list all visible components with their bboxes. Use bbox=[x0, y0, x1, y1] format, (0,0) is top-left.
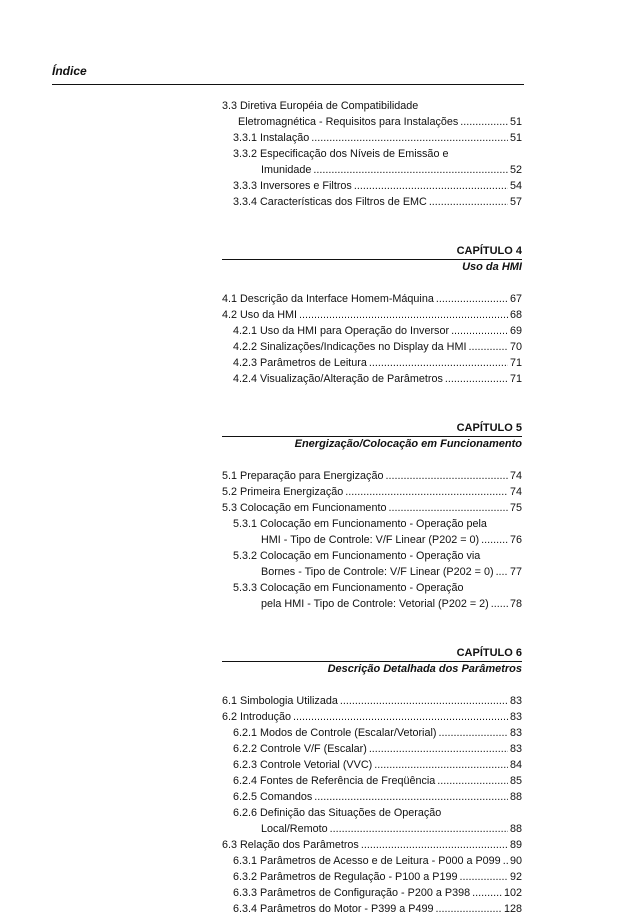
toc-entry-text: 6.2.3 Controle Vetorial (VVC) bbox=[233, 759, 373, 771]
toc-entry[interactable] bbox=[222, 821, 522, 837]
toc-entry[interactable] bbox=[222, 114, 522, 130]
dot-leader bbox=[313, 162, 508, 178]
dot-leader bbox=[293, 709, 508, 725]
dot-leader bbox=[438, 725, 508, 741]
toc-entry-text: 4.2 Uso da HMI bbox=[222, 309, 298, 321]
toc-entry-text: 4.2.4 Visualização/Alteração de Parâmetros bbox=[233, 373, 443, 385]
page-header-title: Índice bbox=[52, 64, 87, 78]
toc-page-number: 78 bbox=[509, 598, 522, 610]
toc-entry[interactable] bbox=[222, 355, 522, 371]
chapter-title: Uso da HMI bbox=[462, 261, 522, 273]
dot-leader bbox=[481, 532, 508, 548]
dot-leader bbox=[314, 789, 508, 805]
dot-leader bbox=[437, 773, 508, 789]
toc-entry-text: 6.3.4 Parâmetros do Motor - P399 a P499 bbox=[233, 903, 434, 915]
chapter-number: CAPÍTULO 5 bbox=[456, 422, 522, 434]
toc-entry[interactable] bbox=[222, 741, 522, 757]
dot-leader bbox=[472, 885, 502, 901]
toc-entry-text: 6.3.3 Parâmetros de Configuração - P200 a P398 bbox=[233, 887, 471, 899]
toc-page-number: 74 bbox=[509, 486, 522, 498]
dot-leader bbox=[503, 853, 508, 869]
toc-entry[interactable] bbox=[222, 901, 522, 917]
toc-entry-text: 4.2.1 Uso da HMI para Operação do Inversor bbox=[233, 325, 450, 337]
toc-entry-text: 6.2 Introdução bbox=[222, 711, 292, 723]
toc-page-number: 51 bbox=[509, 116, 522, 128]
toc-entry-text: 6.2.2 Controle V/F (Escalar) bbox=[233, 743, 367, 755]
toc-entry-text: 3.3.1 Instalação bbox=[233, 132, 310, 144]
toc-page-number: 88 bbox=[509, 823, 522, 835]
toc-section bbox=[222, 98, 522, 210]
dot-leader bbox=[429, 194, 508, 210]
toc-entry[interactable] bbox=[222, 853, 522, 869]
dot-leader bbox=[491, 596, 508, 612]
toc-entry-text: Local/Remoto bbox=[261, 823, 328, 835]
toc-entry[interactable] bbox=[222, 178, 522, 194]
toc-page-number: 75 bbox=[509, 502, 522, 514]
toc-section bbox=[222, 244, 522, 387]
toc-entry[interactable] bbox=[222, 162, 522, 178]
dot-leader bbox=[468, 339, 508, 355]
toc-page-number: 102 bbox=[503, 887, 522, 899]
toc-page-number: 52 bbox=[509, 164, 522, 176]
toc-page-number: 54 bbox=[509, 180, 522, 192]
toc-entry-text: 6.2.6 Definição das Situações de Operação bbox=[233, 807, 442, 819]
toc-entry[interactable] bbox=[222, 146, 522, 162]
toc-entry[interactable] bbox=[222, 130, 522, 146]
toc-entry-text: 5.2 Primeira Energização bbox=[222, 486, 344, 498]
toc-entry[interactable] bbox=[222, 548, 522, 564]
dot-leader bbox=[299, 307, 508, 323]
toc-entry-text: 5.3.1 Colocação em Funcionamento - Operação pela bbox=[233, 518, 487, 530]
toc-page-number: 85 bbox=[509, 775, 522, 787]
toc-page-number: 83 bbox=[509, 695, 522, 707]
toc-entry[interactable] bbox=[222, 580, 522, 596]
toc-entry[interactable] bbox=[222, 307, 522, 323]
dot-leader bbox=[340, 693, 508, 709]
header-divider bbox=[52, 84, 524, 85]
toc-entry-text: 6.2.4 Fontes de Referência de Freqüência bbox=[233, 775, 436, 787]
dot-leader bbox=[460, 114, 508, 130]
toc-entry-text: HMI - Tipo de Controle: V/F Linear (P202 = 0) bbox=[261, 534, 480, 546]
toc-entry[interactable] bbox=[222, 484, 522, 500]
toc-entry[interactable] bbox=[222, 532, 522, 548]
toc-entry-text: 5.3.3 Colocação em Funcionamento - Operação bbox=[233, 582, 464, 594]
toc-entry[interactable] bbox=[222, 789, 522, 805]
chapter-number: CAPÍTULO 4 bbox=[456, 245, 522, 257]
dot-leader bbox=[436, 291, 508, 307]
toc-entry-text: 5.3 Colocação em Funcionamento bbox=[222, 502, 387, 514]
toc-entry-text: 3.3 Diretiva Européia de Compatibilidade bbox=[222, 100, 419, 112]
toc-section bbox=[222, 421, 522, 612]
toc-page-number: 89 bbox=[509, 839, 522, 851]
toc-entry[interactable] bbox=[222, 773, 522, 789]
dot-leader bbox=[354, 178, 508, 194]
toc-entry[interactable] bbox=[222, 291, 522, 307]
toc-page-number: 90 bbox=[509, 855, 522, 867]
toc-entry-text: 6.3 Relação dos Parâmetros bbox=[222, 839, 359, 851]
toc-entry[interactable] bbox=[222, 596, 522, 612]
dot-leader bbox=[369, 741, 508, 757]
toc-entry[interactable] bbox=[222, 709, 522, 725]
dot-leader bbox=[459, 869, 508, 885]
toc-entry[interactable] bbox=[222, 757, 522, 773]
toc-entry-text: 5.3.2 Colocação em Funcionamento - Operação via bbox=[233, 550, 481, 562]
dot-leader bbox=[311, 130, 508, 146]
toc-entry-text: 3.3.2 Especificação dos Níveis de Emissão e bbox=[233, 148, 449, 160]
chapter-title: Descrição Detalhada dos Parâmetros bbox=[327, 663, 522, 675]
toc-section bbox=[222, 646, 522, 917]
toc-entry[interactable] bbox=[222, 837, 522, 853]
dot-leader bbox=[345, 484, 508, 500]
toc-page-number: 83 bbox=[509, 727, 522, 739]
toc-entry-text: 4.2.3 Parâmetros de Leitura bbox=[233, 357, 367, 369]
toc-page-number: 83 bbox=[509, 743, 522, 755]
toc-page-number: 74 bbox=[509, 470, 522, 482]
toc-page-number: 128 bbox=[503, 903, 522, 915]
dot-leader bbox=[361, 837, 508, 853]
toc-entry-text: 6.3.1 Parâmetros de Acesso e de Leitura - P000 a P099 bbox=[233, 855, 501, 867]
toc-page-number: 88 bbox=[509, 791, 522, 803]
toc-page-number: 71 bbox=[509, 357, 522, 369]
toc-entry-text: 6.3.2 Parâmetros de Regulação - P100 a P199 bbox=[233, 871, 458, 883]
toc-page-number: 76 bbox=[509, 534, 522, 546]
toc-page-number: 92 bbox=[509, 871, 522, 883]
toc-entry-text: 6.1 Simbologia Utilizada bbox=[222, 695, 338, 707]
toc-page-number: 84 bbox=[509, 759, 522, 771]
dot-leader bbox=[496, 564, 508, 580]
dot-leader bbox=[445, 371, 508, 387]
toc-entry-text: 6.2.5 Comandos bbox=[233, 791, 313, 803]
toc-page-number: 77 bbox=[509, 566, 522, 578]
table-of-contents bbox=[222, 98, 522, 917]
toc-entry[interactable] bbox=[222, 323, 522, 339]
toc-entry[interactable] bbox=[222, 194, 522, 210]
toc-entry[interactable] bbox=[222, 468, 522, 484]
toc-page-number: 83 bbox=[509, 711, 522, 723]
toc-page-number: 51 bbox=[509, 132, 522, 144]
toc-page-number: 71 bbox=[509, 373, 522, 385]
toc-entry-text: Eletromagnética - Requisitos para Instalações bbox=[238, 116, 459, 128]
toc-entry[interactable] bbox=[222, 693, 522, 709]
toc-entry-text: 3.3.3 Inversores e Filtros bbox=[233, 180, 352, 192]
toc-page-number: 68 bbox=[509, 309, 522, 321]
chapter-number: CAPÍTULO 6 bbox=[456, 647, 522, 659]
dot-leader bbox=[374, 757, 508, 773]
toc-entry[interactable] bbox=[222, 339, 522, 355]
dot-leader bbox=[451, 323, 508, 339]
chapter-title: Energização/Colocação em Funcionamento bbox=[294, 438, 522, 450]
toc-entry-text: Imunidade bbox=[261, 164, 312, 176]
dot-leader bbox=[369, 355, 508, 371]
toc-entry[interactable] bbox=[222, 725, 522, 741]
toc-entry[interactable] bbox=[222, 564, 522, 580]
toc-page-number: 57 bbox=[509, 196, 522, 208]
toc-entry[interactable] bbox=[222, 869, 522, 885]
toc-entry[interactable] bbox=[222, 371, 522, 387]
toc-entry[interactable] bbox=[222, 885, 522, 901]
toc-entry-text: 3.3.4 Características dos Filtros de EMC bbox=[233, 196, 427, 208]
dot-leader bbox=[435, 901, 502, 917]
toc-entry[interactable] bbox=[222, 500, 522, 516]
toc-page-number: 69 bbox=[509, 325, 522, 337]
toc-entry-text: 5.1 Preparação para Energização bbox=[222, 470, 384, 482]
toc-entry-text: 6.2.1 Modos de Controle (Escalar/Vetorial) bbox=[233, 727, 437, 739]
toc-entry-text: Bornes - Tipo de Controle: V/F Linear (P202 = 0) bbox=[261, 566, 494, 578]
dot-leader bbox=[388, 500, 508, 516]
toc-page-number: 70 bbox=[509, 341, 522, 353]
toc-entry-text: 4.2.2 Sinalizações/Indicações no Display da HMI bbox=[233, 341, 467, 353]
toc-entry-text: pela HMI - Tipo de Controle: Vetorial (P202 = 2) bbox=[261, 598, 489, 610]
toc-entry[interactable] bbox=[222, 98, 522, 114]
dot-leader bbox=[330, 821, 508, 837]
toc-entry[interactable] bbox=[222, 516, 522, 532]
toc-entry-text: 4.1 Descrição da Interface Homem-Máquina bbox=[222, 293, 434, 305]
toc-entry[interactable] bbox=[222, 805, 522, 821]
dot-leader bbox=[385, 468, 508, 484]
toc-page-number: 67 bbox=[509, 293, 522, 305]
